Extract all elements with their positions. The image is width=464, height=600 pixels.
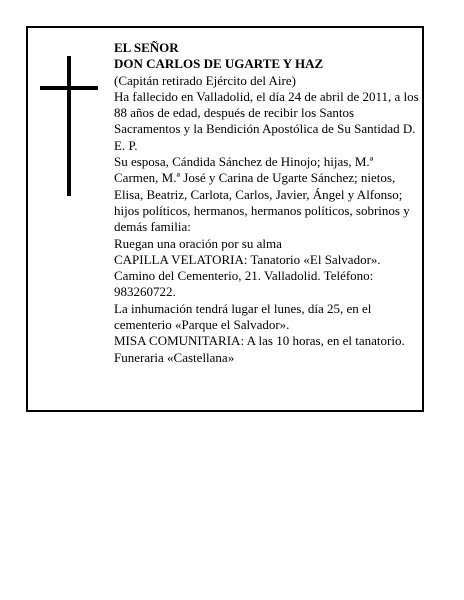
mass-paragraph: MISA COMUNITARIA: A las 10 horas, en el tanatorio. bbox=[114, 333, 405, 349]
obituary-notice bbox=[26, 26, 424, 412]
title-line1: EL SEÑOR bbox=[114, 40, 179, 55]
funeral-home-line: Funeraria «Castellana» bbox=[114, 349, 235, 365]
cross-vertical-bar bbox=[67, 56, 71, 196]
rank-line: (Capitán retirado Ejército del Aire) bbox=[114, 72, 296, 88]
prayer-line: Ruegan una oración por su alma bbox=[114, 235, 282, 251]
death-paragraph: Ha fallecido en Valladolid, el día 24 de abril de 2011, a los 88 años de edad, después de recibir los Santos Sacramentos y la Bendición Apostólica de Su Santidad D. E. P. bbox=[114, 88, 419, 153]
cross-icon bbox=[40, 56, 98, 196]
burial-paragraph: La inhumación tendrá lugar el lunes, día 25, en el cementerio «Parque el Salvador». bbox=[114, 300, 372, 333]
chapel-paragraph: CAPILLA VELATORIA: Tanatorio «El Salvador». Camino del Cementerio, 21. Valladolid. Teléfono: 983260722. bbox=[114, 251, 381, 300]
cross-horizontal-bar bbox=[40, 86, 98, 90]
obituary-text bbox=[114, 40, 420, 366]
deceased-name: DON CARLOS DE UGARTE Y HAZ bbox=[114, 56, 324, 72]
family-paragraph: Su esposa, Cándida Sánchez de Hinojo; hijas, M.ª Carmen, M.ª José y Carina de Ugarte Sánchez; nietos, Elisa, Beatriz, Carlota, Carlos, Javier, Ángel y Alfonso; hijos políticos, hermanos, hermanos políticos, sobrinos y demás familia: bbox=[114, 154, 410, 235]
